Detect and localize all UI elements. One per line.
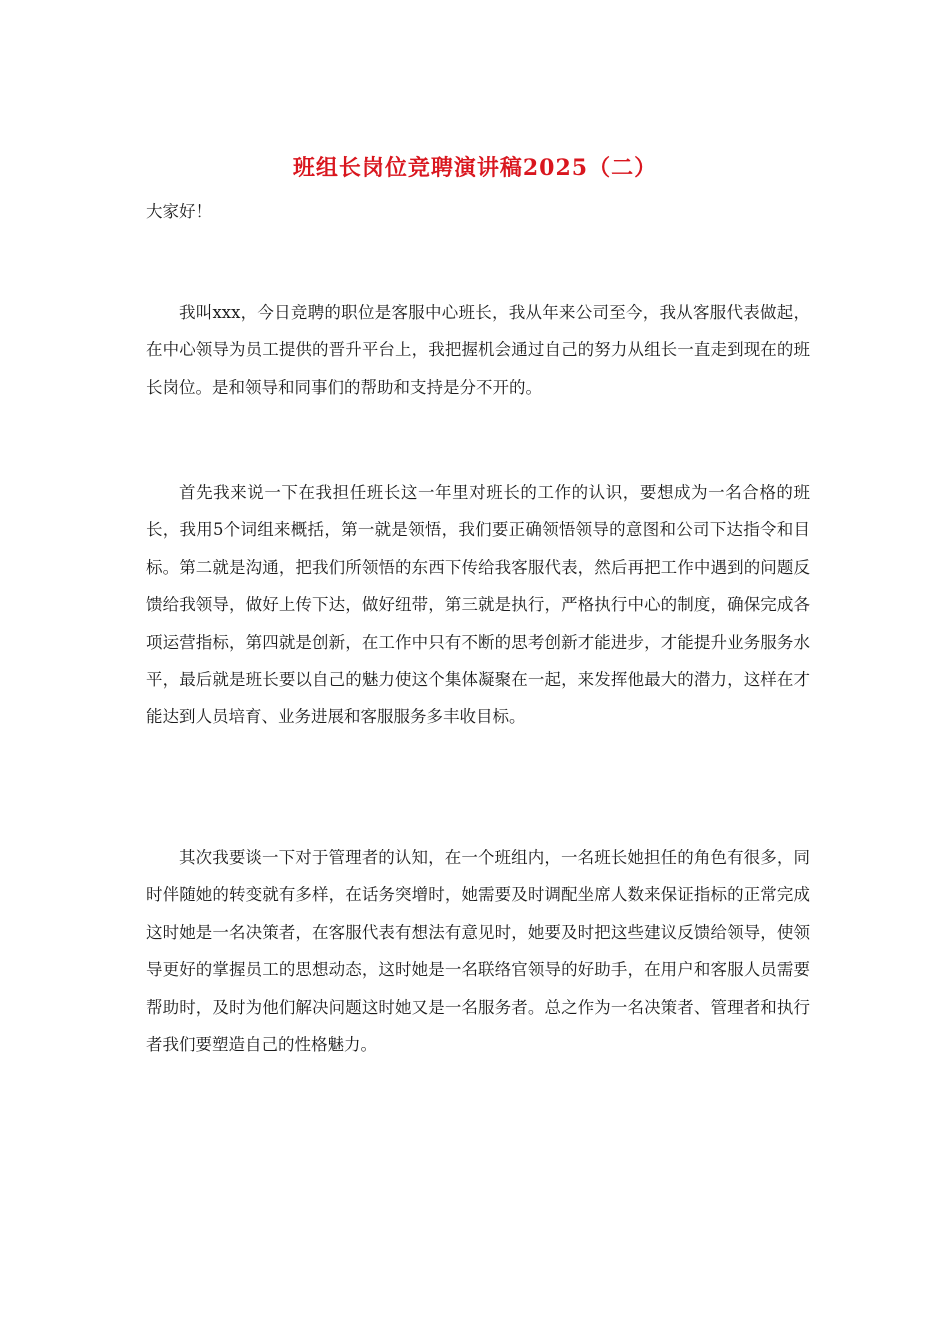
paragraph-manager-cognition: 其次我要谈一下对于管理者的认知，在一个班组内，一名班长她担任的角色有很多，同时伴随她的转变就有多样，在话务突增时，她需要及时调配坐席人数来保证指标的正常完成这时她是一名决策者，在客服代表有想法有意见时，她要及时把这些建议反馈给领导，使领导更好的掌握员工的思想动态，这时她是一名联络官领导的好助手，在用户和客服人员需要帮助时，及时为他们解决问题这时她又是一名服务者。总之作为一名决策者、管理者和执行者我们要塑造自己的性格魅力。 bbox=[146, 848, 810, 1055]
document-title: 班组长岗位竞聘演讲稿2025（二） bbox=[292, 155, 658, 181]
greeting-text: 大家好！ bbox=[146, 202, 212, 221]
paragraph-role-understanding: 首先我来说一下在我担任班长这一年里对班长的工作的认识，要想成为一名合格的班长，我用5个词组来概括，第一就是领悟，我们要正确领悟领导的意图和公司下达指令和目标。第二就是沟通，把我们所领悟的东西下传给我客服代表，然后再把工作中遇到的问题反馈给我领导，做好上传下达，做好纽带，第三就是执行，严格执行中心的制度，确保完成各项运营指标，第四就是创新，在工作中只有不断的思考创新才能进步，才能提升业务服务水平，最后就是班长要以自己的魅力使这个集体凝聚在一起，来发挥他最大的潜力，这样在才能达到人员培育、业务进展和客服服务多丰收目标。 bbox=[146, 483, 810, 727]
paragraph-intro: 我叫xxx，今日竞聘的职位是客服中心班长，我从年来公司至今，我从客服代表做起，在中心领导为员工提供的晋升平台上，我把握机会通过自己的努力从组长一直走到现在的班长岗位。是和领导和同事们的帮助和支持是分不开的。 bbox=[146, 303, 810, 397]
